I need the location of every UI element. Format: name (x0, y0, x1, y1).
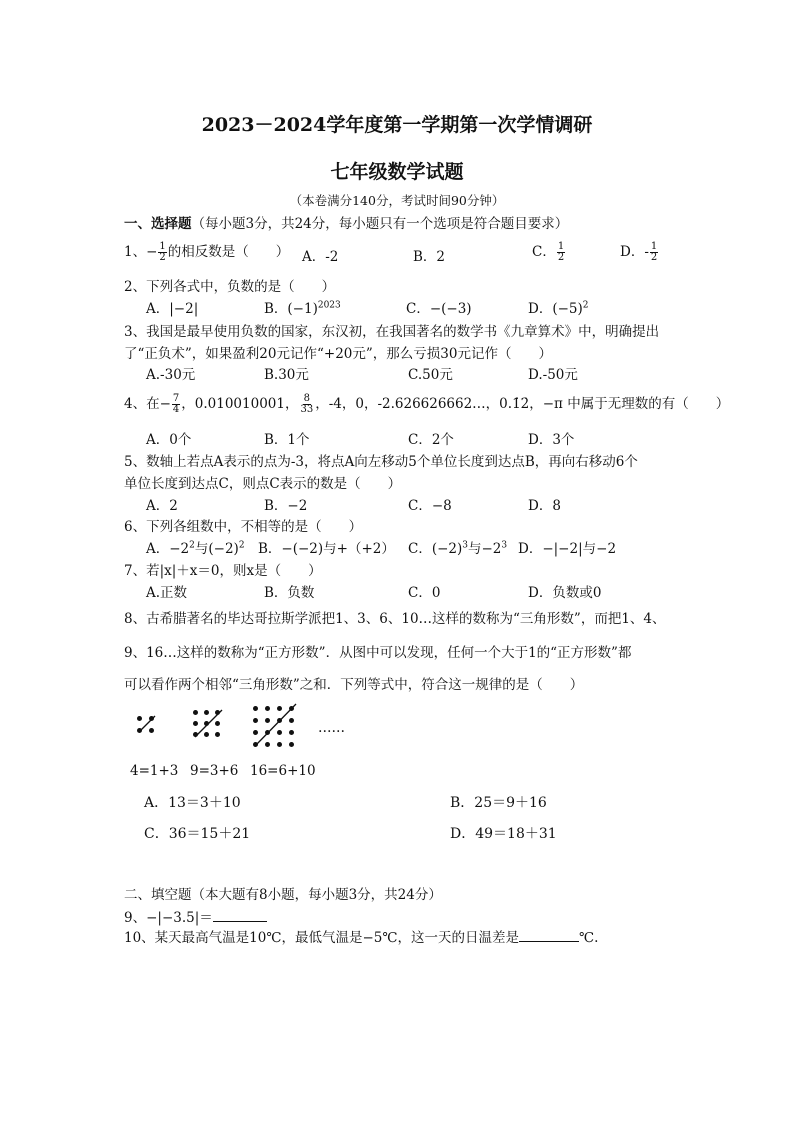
section-fill-heading (124, 883, 442, 903)
q1-fraction: $\frac{1}{2}$ (159, 241, 166, 263)
q7-stem: 7、若|x|＋x＝0，则x是（ ） (124, 563, 322, 579)
q5-line2: 单位长度到达点C，则点C表示的数是（ ） (124, 476, 402, 492)
q2-option-b: B．$(-1)^{2023}$ (264, 300, 341, 317)
q5-line1: 5、数轴上若点A表示的点为-3，将点A向左移动5个单位长度到达点B，再向右移动6个 (124, 454, 638, 470)
q8-line3: 可以看作两个相邻“三角形数”之和．下列等式中，符合这一规律的是（ ） (124, 677, 584, 693)
q8-option-a: A．13＝3＋10 (144, 795, 241, 811)
q1-option-a: A．-2 (302, 249, 339, 265)
q1-option-b: B．2 (413, 249, 446, 265)
square-number-figure-9 (193, 710, 227, 744)
figure-caption-16: 16=6+10 (250, 763, 316, 779)
q2-option-a: A．|−2| (146, 301, 199, 317)
q4-option-c: C．2个 (408, 432, 454, 448)
q6-option-b: B．−(−2)与+（+2） (258, 541, 395, 557)
q3-option-c: C.50元 (408, 367, 453, 383)
q1-number: 1、 (124, 244, 147, 260)
exam-subtitle: 七年级数学试题 (330, 161, 464, 183)
q5-option-a: A．2 (146, 498, 178, 514)
q8-line1: 8、古希腊著名的毕达哥拉斯学派把1、3、6、10…这样的数称为“三角形数”，而把1、4、 (124, 611, 666, 627)
square-number-figure-16 (253, 706, 299, 752)
q8-option-c: C．36＝15＋21 (144, 826, 251, 842)
q3-option-a: A.-30元 (146, 367, 196, 383)
q8-option-d: D．49＝18＋31 (450, 826, 557, 842)
figure-ellipsis: …… (318, 720, 345, 736)
q5-option-c: C．−8 (408, 498, 452, 514)
q1-stem: 的相反数是（ ） (167, 244, 290, 260)
q6-stem: 6、下列各组数中，不相等的是（ ） (124, 519, 363, 535)
q4-option-d: D．3个 (528, 432, 575, 448)
q3-line1: 3、我国是最早使用负数的国家，东汉初，在我国著名的数学书《九章算术》中，明确提出 (124, 324, 660, 340)
exam-title: 2023－2024学年度第一学期第一次学情调研 (201, 114, 593, 136)
figure-caption-4: 4=1+3 (130, 763, 179, 779)
section-fill-title: 二、填空题 (124, 887, 192, 903)
q7-option-d: D．负数或0 (528, 585, 602, 601)
q2-option-c: C．−(−3) (406, 301, 472, 317)
q3-line2: 了“正负术”，如果盈利20元记作“+20元”，那么亏损30元记作（ ） (124, 346, 552, 362)
q9-answer-blank[interactable] (213, 909, 267, 922)
q3-option-b: B.30元 (264, 367, 309, 383)
q2-option-d: D．$(-5)^2$ (528, 300, 589, 317)
q4-option-b: B．1个 (264, 432, 310, 448)
q1-option-c: C． $\frac{1}{2}$ (532, 241, 565, 263)
question-4: 4、在− $\frac{7}{4}$ ，0.010010001， $\frac{8}{33}$ ，-4，0，-2.626626662…，0.1̇2̇，−π 中属于无理数的有（ ） (124, 393, 730, 415)
q8-option-b: B．25＝9＋16 (450, 795, 547, 811)
q10-answer-blank[interactable] (519, 929, 579, 942)
q6-option-a: A．$-2^2$与$(-2)^2$ (146, 540, 245, 557)
question-10: 10、某天最高气温是10℃，最低气温是−5℃，这一天的日温差是 ℃. (124, 930, 599, 946)
q5-option-b: B．−2 (264, 498, 308, 514)
q2-stem: 2、下列各式中，负数的是（ ） (124, 279, 336, 295)
q7-option-b: B．负数 (264, 585, 315, 601)
q6-option-d: D．−|−2|与−2 (518, 541, 617, 557)
q5-option-d: D．8 (528, 498, 561, 514)
q6-option-c: C．$(-2)^3$与$-2^3$ (408, 540, 508, 557)
q7-option-a: A.正数 (146, 585, 188, 601)
q7-option-c: C．0 (408, 585, 441, 601)
q4-option-a: A．0个 (146, 432, 192, 448)
section-fill-note: （本大题有8小题，每小题3分，共24分） (191, 887, 442, 903)
q8-line2: 9、16…这样的数称为“正方形数”．从图中可以发现，任何一个大于1的“正方形数”都 (124, 645, 632, 661)
question-1 (124, 240, 289, 263)
section-choice-note: （每小题3分，共24分，每小题只有一个选项是符合题目要求） (191, 216, 569, 232)
question-9: 9、−|−3.5|＝ (124, 906, 267, 926)
exam-info: （本卷满分140分，考试时间90分钟） (289, 193, 505, 208)
section-choice-title: 一、选择题 (124, 216, 192, 232)
q1-neg: − (146, 244, 158, 260)
square-number-figure-4 (137, 716, 159, 738)
section-choice-heading (124, 212, 568, 232)
figure-caption-9: 9=3+6 (190, 763, 239, 779)
q3-option-d: D.-50元 (528, 367, 578, 383)
q1-option-d: D．- $\frac{1}{2}$ (620, 241, 658, 263)
